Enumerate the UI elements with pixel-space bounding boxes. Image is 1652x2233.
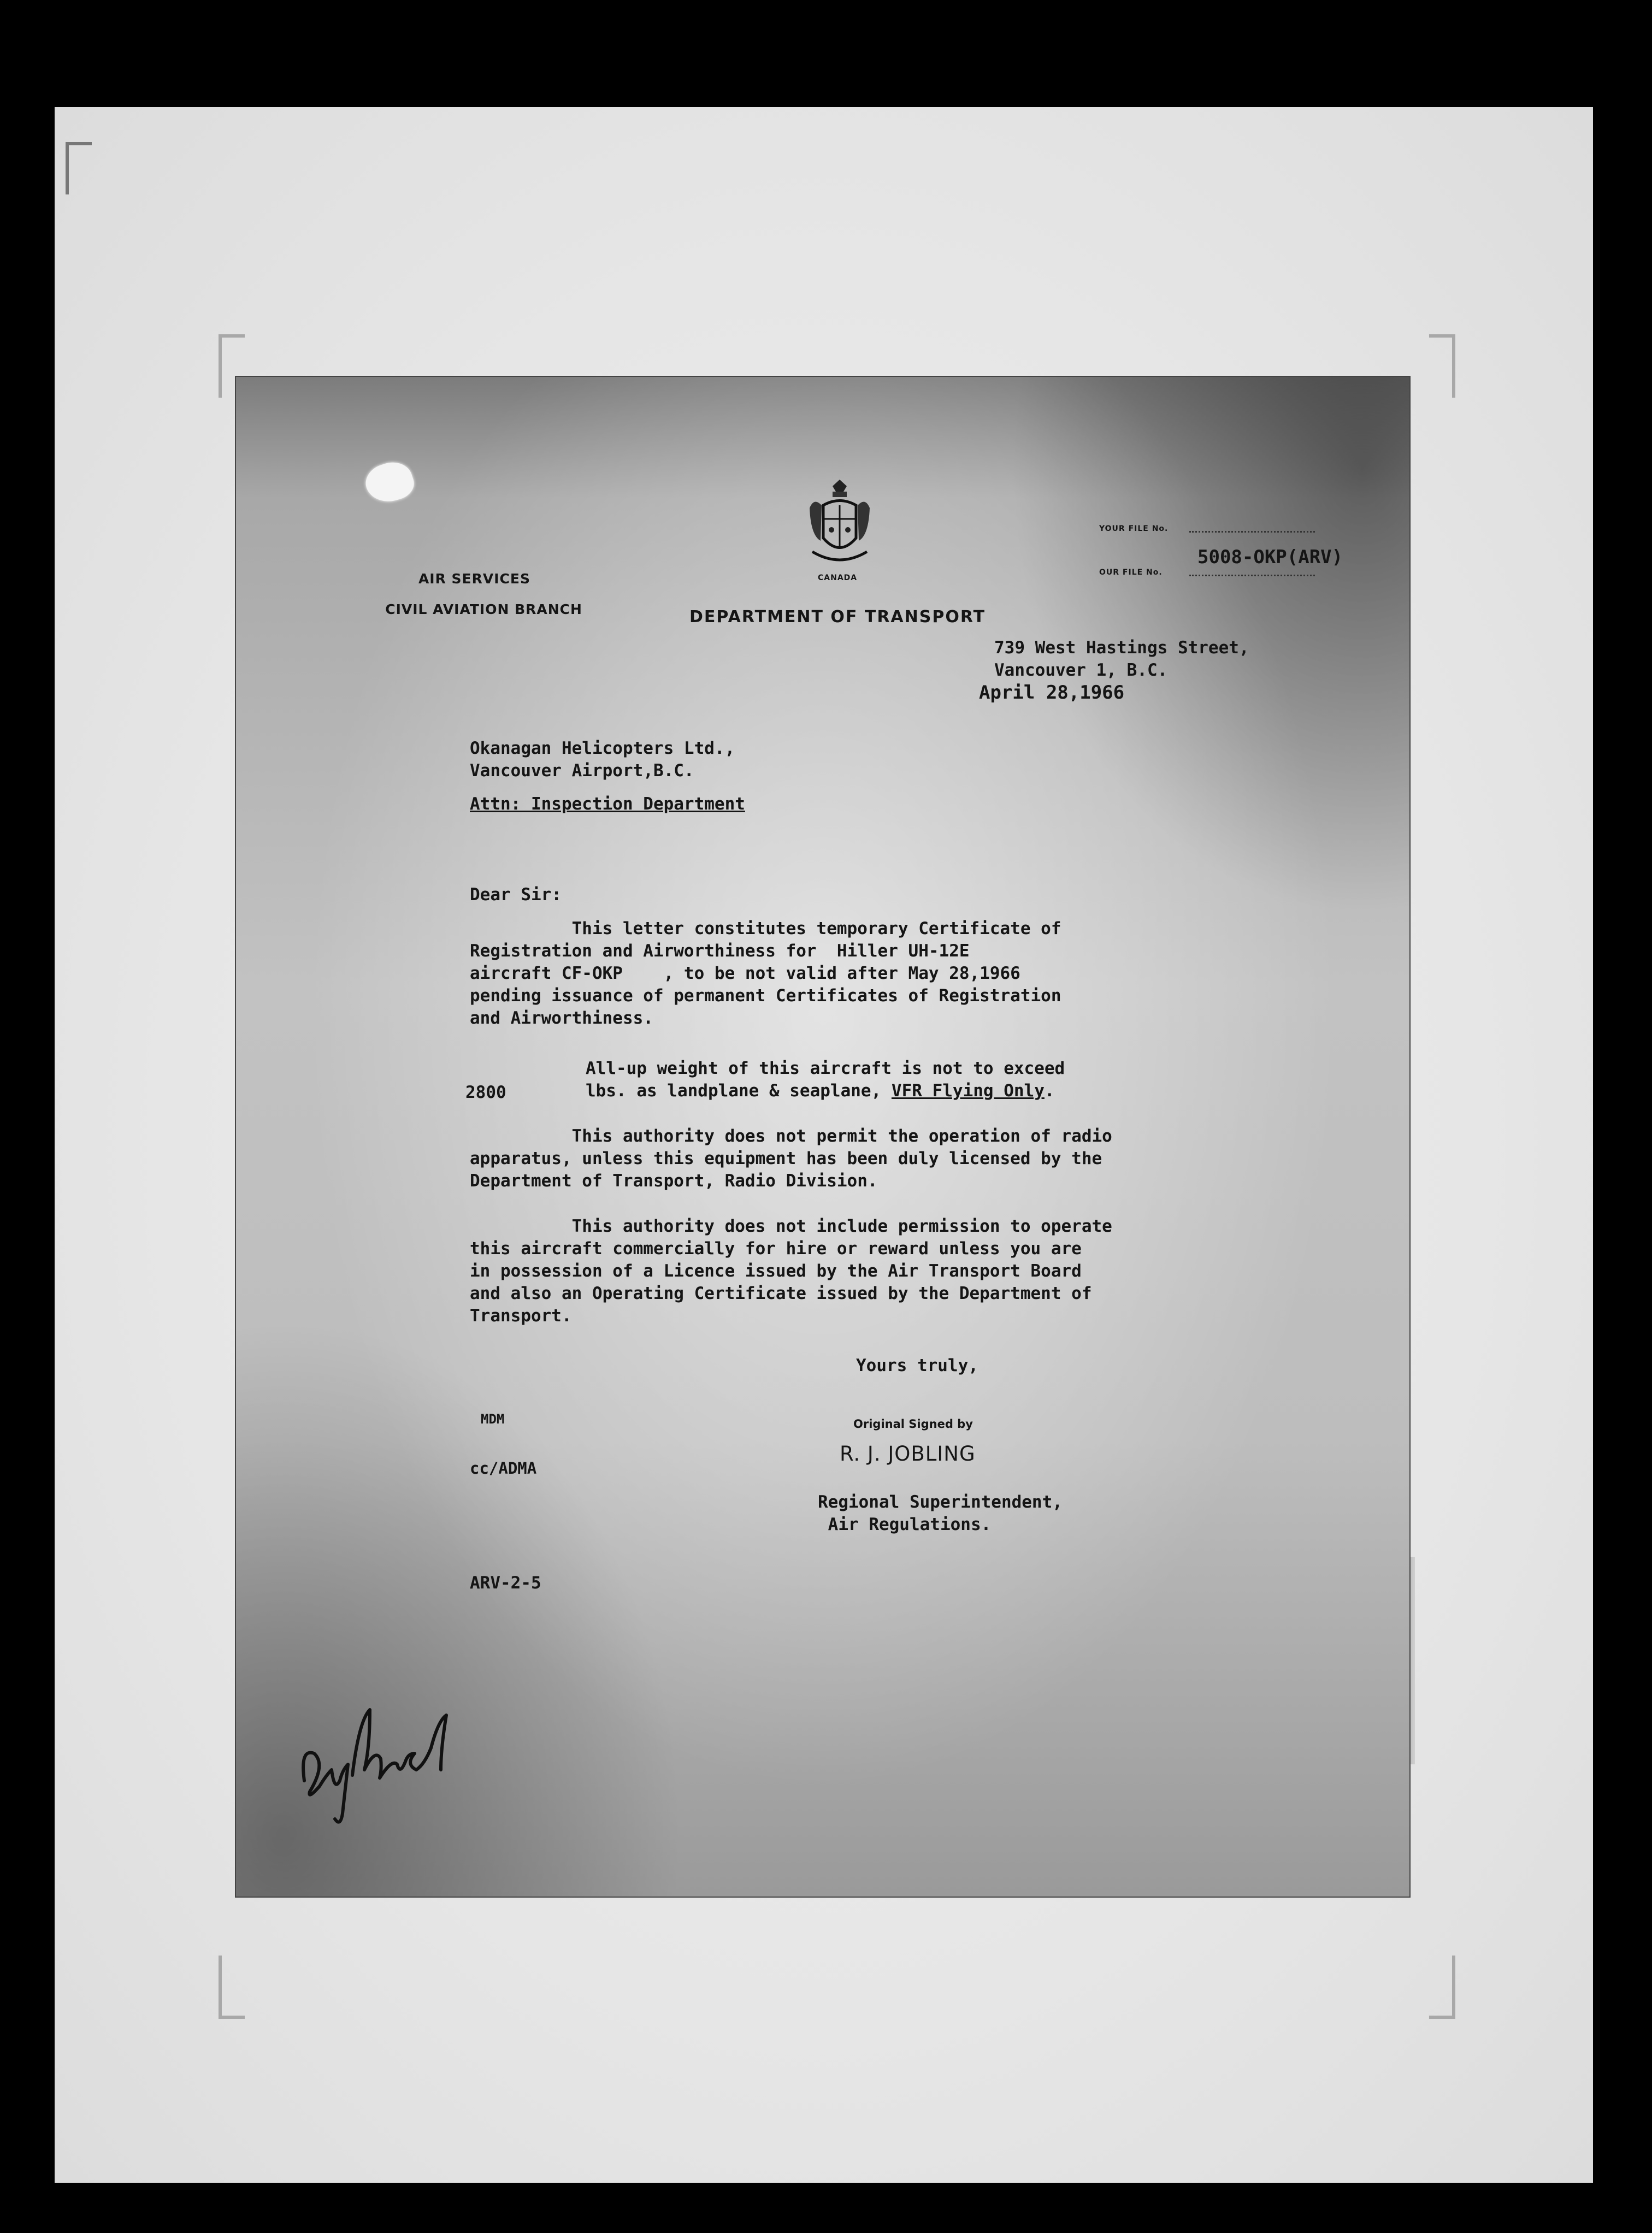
crop-mark-top-right — [1429, 334, 1455, 398]
weight-line-2-pre: lbs. as landplane & seaplane, — [586, 1081, 892, 1101]
paragraph-weight — [586, 1058, 1065, 1102]
closing: Yours truly, — [856, 1356, 978, 1375]
our-file-line — [1189, 575, 1315, 576]
department-title: DEPARTMENT OF TRANSPORT — [689, 607, 986, 627]
weight-line-1: All-up weight of this aircraft is not to exceed — [586, 1059, 1065, 1078]
crop-mark-bottom-right — [1429, 1956, 1455, 2019]
branch-heading — [353, 541, 582, 633]
crop-mark-bottom-left — [219, 1956, 245, 2019]
your-file-label: YOUR FILE No. — [1099, 524, 1169, 533]
recipient-block — [470, 737, 735, 782]
letter-page — [236, 377, 1409, 1897]
title-line-2: Air Regulations. — [818, 1515, 992, 1534]
your-file-line — [1189, 531, 1315, 533]
recipient-line-2: Vancouver Airport,B.C. — [470, 761, 694, 781]
carbon-copy: cc/ADMA — [470, 1459, 537, 1478]
recipient-line-1: Okanagan Helicopters Ltd., — [470, 739, 735, 758]
address-line-1: 739 West Hastings Street, — [994, 638, 1249, 658]
title-line-1: Regional Superintendent, — [818, 1492, 1063, 1512]
crop-mark-outer — [66, 142, 92, 194]
paragraph-radio: This authority does not permit the operation of radio apparatus, unless this equipment has been duly licensed by the Department of Transport, Radio Division. — [470, 1126, 1112, 1191]
canada-coat-of-arms-icon — [804, 475, 875, 584]
branch-line-1: AIR SERVICES — [418, 571, 530, 587]
letter-date: April 28,1966 — [979, 682, 1125, 704]
sender-address — [994, 637, 1249, 682]
salutation: Dear Sir: — [470, 885, 562, 905]
vfr-flying-only: VFR Flying Only — [891, 1081, 1045, 1101]
branch-line-2: CIVIL AVIATION BRANCH — [385, 601, 582, 617]
typist-initials: MDM — [481, 1411, 505, 1427]
weight-value: 2800 — [465, 1083, 506, 1102]
paragraph-commercial: This authority does not include permission to operate this aircraft commercially for hire or reward unless you are in possession of a Licence issued by the Air Transport Board and also an Operating Certificate issued by the Department of Transport. — [470, 1216, 1112, 1326]
our-file-label: OUR FILE No. — [1099, 568, 1163, 577]
our-file-number: 5008-OKP(ARV) — [1197, 546, 1343, 568]
paragraph-certificate: This letter constitutes temporary Certificate of Registration and Airworthiness for Hiller UH-12E aircraft CF-OKP , to be not valid after May 28,1966 pending issuance of permanent Certificates of Registration and Airworthiness. — [470, 919, 1061, 1028]
file-code: ARV-2-5 — [470, 1573, 541, 1593]
attention-line: Attn: Inspection Department — [470, 794, 745, 814]
handwritten-note — [288, 1688, 468, 1830]
signature-label: Original Signed by — [853, 1417, 973, 1431]
signatory-name: R. J. JOBLING — [840, 1442, 976, 1466]
weight-line-2-post: . — [1044, 1081, 1055, 1101]
address-line-2: Vancouver 1, B.C. — [994, 660, 1168, 680]
crest-label: CANADA — [818, 574, 858, 582]
signatory-title — [818, 1491, 1063, 1536]
